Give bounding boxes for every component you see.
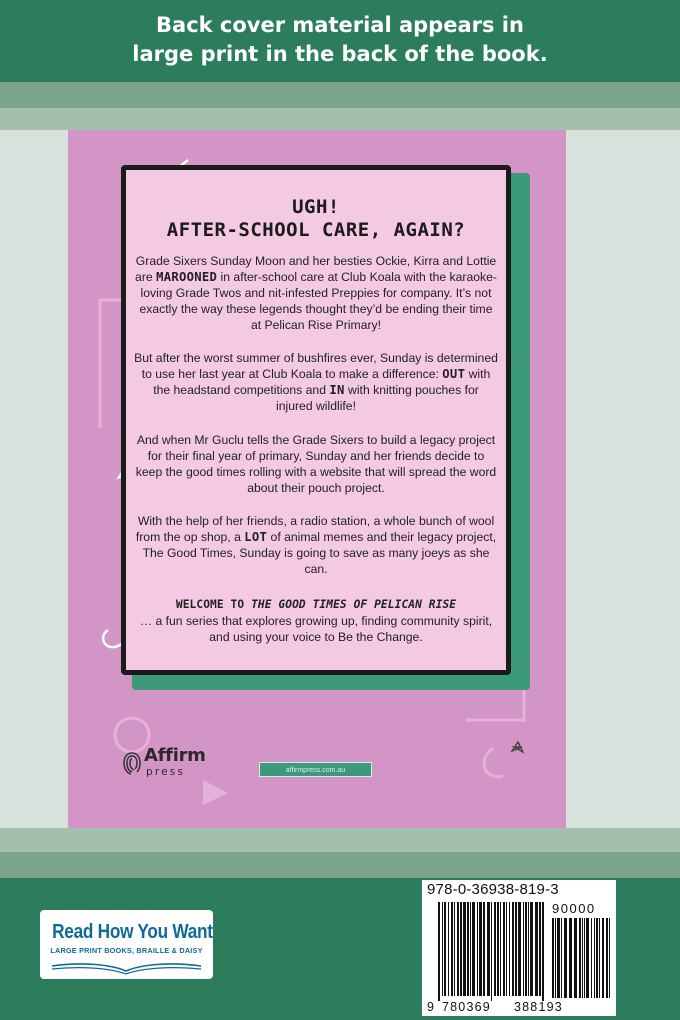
barcode-bar [477,902,478,996]
barcode-bar [444,902,446,996]
barcode-bar [530,902,533,996]
barcode-bar [454,902,455,996]
barcode-bar [539,902,541,996]
barcode-bar [483,902,485,996]
isbn-text: 978-0-36938-819-3 [427,881,559,898]
barcode-bar [582,918,583,998]
barcode-bar [479,902,482,996]
isbn-barcode [422,880,616,1016]
barcode-bar [525,902,527,996]
barcode-bar [491,902,492,1001]
blurb-panel [121,165,511,675]
blurb-paragraph-2: But after the worst summer of bushfires ever, Sunday is determined to use her last year at Club Koala to make a difference: OUT with the headstand competitions and IN with knitting pouches for injured wildlife! [134,351,498,413]
barcode-bar [591,918,592,998]
barcode-bar [497,902,499,996]
barcode-bar [448,902,449,996]
fingerprint-icon [122,751,142,775]
barcode-bar [472,902,475,996]
barcode-bar [460,902,462,996]
barcode-bar [606,918,608,998]
barcode-bar [512,902,514,996]
barcode-bar [569,918,572,998]
barcode-bar [574,918,577,998]
barcode-bar [555,918,556,998]
headline-line-2: AFTER-SCHOOL CARE, AGAIN? [166,219,466,241]
top-stripe-light [0,108,680,130]
barcode-bar [463,902,466,996]
barcode-bar [552,918,554,998]
barcode-bar [515,902,517,996]
publisher-sub: press [146,766,186,778]
barcode-bar [596,918,598,998]
publisher-name: Affirm [144,745,206,766]
barcode-bar [564,918,567,998]
barcode-bar [557,918,560,998]
barcode-bar [599,918,600,998]
headline-line-1: UGH! [292,196,340,218]
banner-line-2: large print in the back of the book. [132,42,548,66]
top-stripe-dark [0,82,680,108]
barcode-bar [535,902,538,996]
barcode-bar [584,918,585,998]
barcode-bar [609,918,610,998]
barcode-bar [518,902,521,996]
barcode-bar [579,918,581,998]
ean-right-digits: 388193 [514,1000,563,1014]
barcode-bar [467,902,469,996]
bottom-stripe-dark [0,852,680,878]
rhyw-subtitle: LARGE PRINT BOOKS, BRAILLE & DAISY [50,946,203,955]
blurb-paragraph-3: And when Mr Guclu tells the Grade Sixers to build a legacy project for their final year of primary, Sunday and her friends decide to keep the good times rolling with a website that will spread the word about their pouch project. [135,433,497,495]
squiggle-decoration [484,748,503,776]
open-book-icon [50,963,203,975]
barcode-bar [542,902,544,1001]
barcode-bar [457,902,459,996]
barcode-bar [442,902,443,996]
barcode-bar [509,902,510,996]
blurb-paragraph-5: WELCOME TO THE GOOD TIMES OF PELICAN RISE … a fun series that explores growing up, finding community spirit, and using your voice to Be the Change. [139,598,493,644]
barcode-bar [487,902,490,996]
blurb-paragraph-1: Grade Sixers Sunday Moon and her besties Ockie, Kirra and Lottie are MAROONED in after-school care at Club Koala with the karaoke-loving Grade Twos and nit-infested Preppies for company. It’s not exactly the way these legends thought they’d be ending their time at Pelican Rise Primary! [135,254,497,332]
banner-line-1: Back cover material appears in [156,13,524,37]
barcode-bar [506,902,507,996]
barcode-bar [586,918,589,998]
barcode-bar [602,918,604,998]
ean-first-digit: 9 [427,1000,434,1014]
barcode-addon-number: 90000 [552,901,596,916]
blurb-paragraph-4: With the help of her friends, a radio station, a whole bunch of wool from the op shop, a LOT of animal memes and their legacy project, The Good Times, Sunday is going to save as many joeys as she can. [135,514,497,576]
rhyw-title: Read How You Want [52,921,213,943]
ean-left-digits: 780369 [442,1000,491,1014]
barcode-bar [561,918,562,998]
read-how-you-want-logo [40,910,213,979]
barcode-bar [523,902,524,996]
barcode-bar [438,902,440,1001]
bottom-stripe-light [0,828,680,852]
barcode-bar [503,902,505,996]
barcode-bar [451,902,453,996]
barcode-bar [528,902,529,996]
barcode-bar [594,918,595,998]
barcode-bar [494,902,496,996]
affirm-press-logo [122,745,222,785]
top-banner [0,0,680,82]
barcode-bar [500,902,501,996]
publisher-url: affirmpress.com.au [259,762,372,777]
barcode-bar [470,902,471,996]
